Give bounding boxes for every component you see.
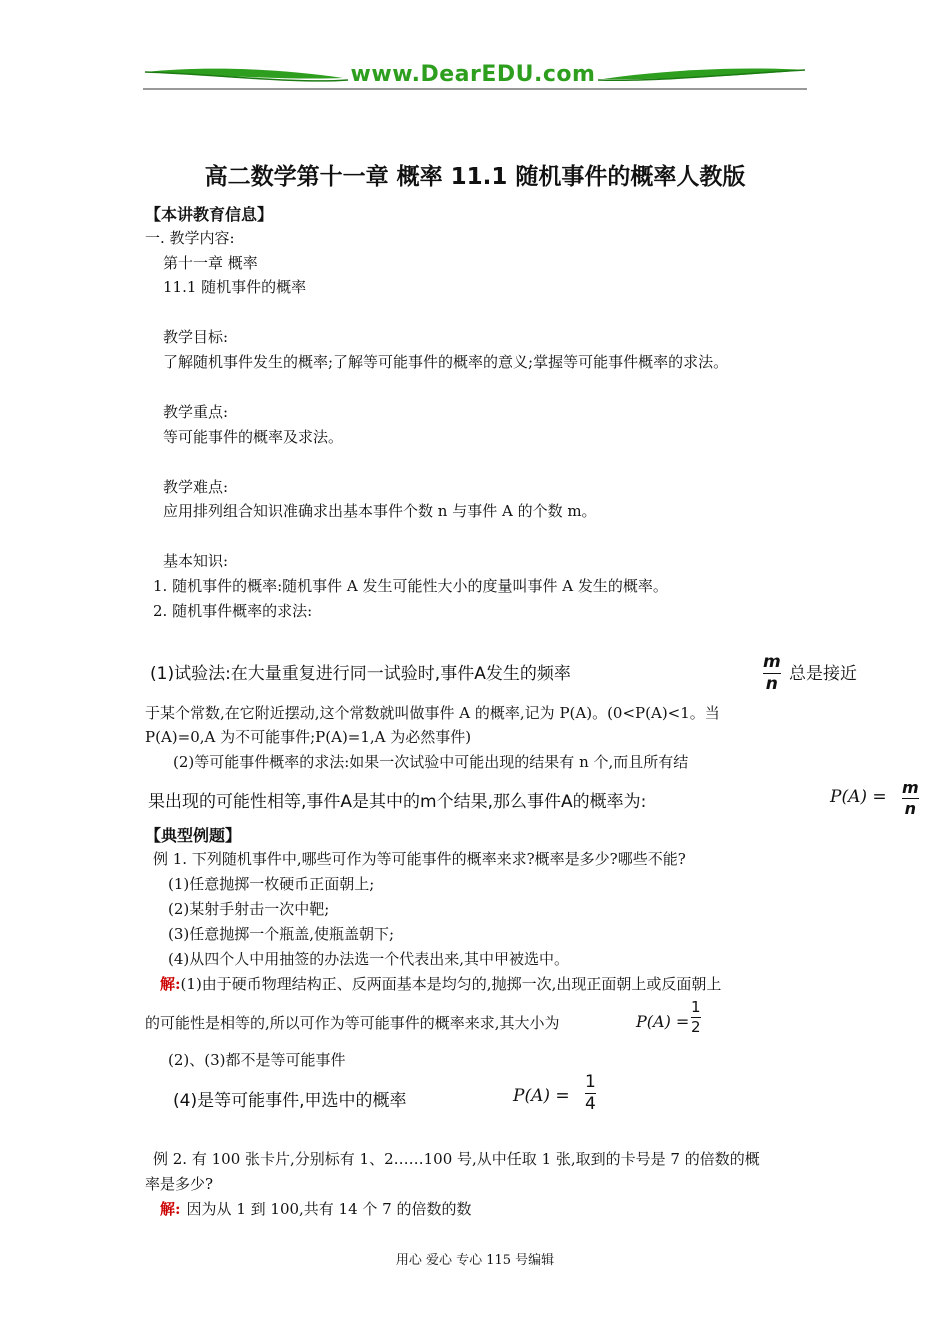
goal-text: 了解随机事件发生的概率;了解等可能事件的概率的意义;掌握等可能事件概率的求法。 [163, 353, 729, 371]
frac-denominator: 4 [585, 1094, 596, 1114]
basic-item-2: 2. 随机事件概率的求法: [153, 602, 313, 620]
frac-denominator: 2 [691, 1018, 701, 1036]
method1-cont-2: P(A)=0,A 为不可能事件;P(A)=1,A 为必然事件) [145, 728, 472, 746]
frac-denominator: n [765, 674, 778, 694]
info-heading: 【本讲教育信息】 [145, 205, 274, 224]
example2-question-1: 例 2. 有 100 张卡片,分别标有 1、2……100 号,从中任取 1 张,取到的卡号是 7 的倍数的概 [153, 1150, 760, 1168]
solution-text: 因为从 1 到 100,共有 14 个 7 的倍数的数 [186, 1200, 472, 1218]
example1-solution-2: 的可能性是相等的,所以可作为等可能事件的概率来求,其大小为 [145, 1014, 560, 1032]
frac-numerator: 1 [585, 1072, 596, 1092]
solution-text: (1)由于硬币物理结构正、反两面基本是均匀的,抛掷一次,出现正面朝上或反面朝上 [180, 975, 722, 993]
fraction-one-quarter [585, 1074, 596, 1113]
frac-numerator: m [902, 778, 919, 797]
method2-line-1: (2)等可能事件概率的求法:如果一次试验中可能出现的结果有 n 个,而且所有结 [173, 753, 689, 771]
solution-label: 解: [160, 975, 181, 993]
method1-tail: 总是接近 [789, 664, 857, 684]
example1-question: 例 1. 下列随机事件中,哪些可作为等可能事件的概率来求?概率是多少?哪些不能? [153, 850, 686, 868]
key-text: 等可能事件的概率及求法。 [163, 428, 344, 446]
example2-solution [160, 1198, 472, 1219]
content-label: 一. 教学内容: [145, 229, 235, 247]
difficulty-label: 教学难点: [163, 478, 229, 496]
lesson-line: 11.1 随机事件的概率 [163, 278, 307, 296]
difficulty-text: 应用排列组合知识准确求出基本事件个数 n 与事件 A 的个数 m。 [163, 502, 597, 520]
frac-denominator: n [904, 799, 917, 818]
example1-item: (1)任意抛掷一枚硬币正面朝上; [168, 875, 375, 893]
frac-numerator: 1 [691, 998, 701, 1016]
basic-label: 基本知识: [163, 552, 229, 570]
example1-solution-3: (2)、(3)都不是等可能事件 [168, 1051, 346, 1069]
frac-numerator: m [763, 652, 781, 672]
examples-heading: 【典型例题】 [145, 826, 242, 845]
example2-question-2: 率是多少? [145, 1175, 214, 1193]
pa-formula-quarter: P(A) = [513, 1086, 570, 1106]
method2-line-2: 果出现的可能性相等,事件A是其中的m个结果,那么事件A的概率为: [148, 792, 647, 812]
example1-solution-4: (4)是等可能事件,甲选中的概率 [173, 1091, 407, 1111]
fraction-one-half [691, 1000, 701, 1035]
chapter-line: 第十一章 概率 [163, 254, 258, 272]
goal-label: 教学目标: [163, 328, 229, 346]
header-banner [143, 62, 807, 92]
pa-formula-half: P(A) = [636, 1012, 690, 1031]
logo-text: www.DearEDU.com [350, 62, 596, 87]
example1-item: (4)从四个人中用抽签的办法选一个代表出来,其中甲被选中。 [168, 950, 570, 968]
method1-text: (1)试验法:在大量重复进行同一试验时,事件A发生的频率 [150, 664, 571, 684]
example1-item: (2)某射手射击一次中靶; [168, 900, 330, 918]
fraction-m-over-n-2 [902, 780, 919, 817]
basic-item-1: 1. 随机事件的概率:随机事件 A 发生可能性大小的度量叫事件 A 发生的概率。 [153, 577, 668, 595]
page-title: 高二数学第十一章 概率 11.1 随机事件的概率人教版 [204, 164, 746, 190]
solution-label: 解: [160, 1200, 181, 1218]
fraction-m-over-n [763, 654, 781, 693]
key-label: 教学重点: [163, 403, 229, 421]
page-footer: 用心 爱心 专心 115 号编辑 [395, 1253, 555, 1268]
method1-cont-1: 于某个常数,在它附近摆动,这个常数就叫做事件 A 的概率,记为 P(A)。(0<P(A)<1。当 [145, 704, 720, 722]
example1-solution-1 [160, 973, 721, 994]
pa-formula: P(A) = [830, 787, 887, 807]
example1-item: (3)任意抛掷一个瓶盖,使瓶盖朝下; [168, 925, 395, 943]
